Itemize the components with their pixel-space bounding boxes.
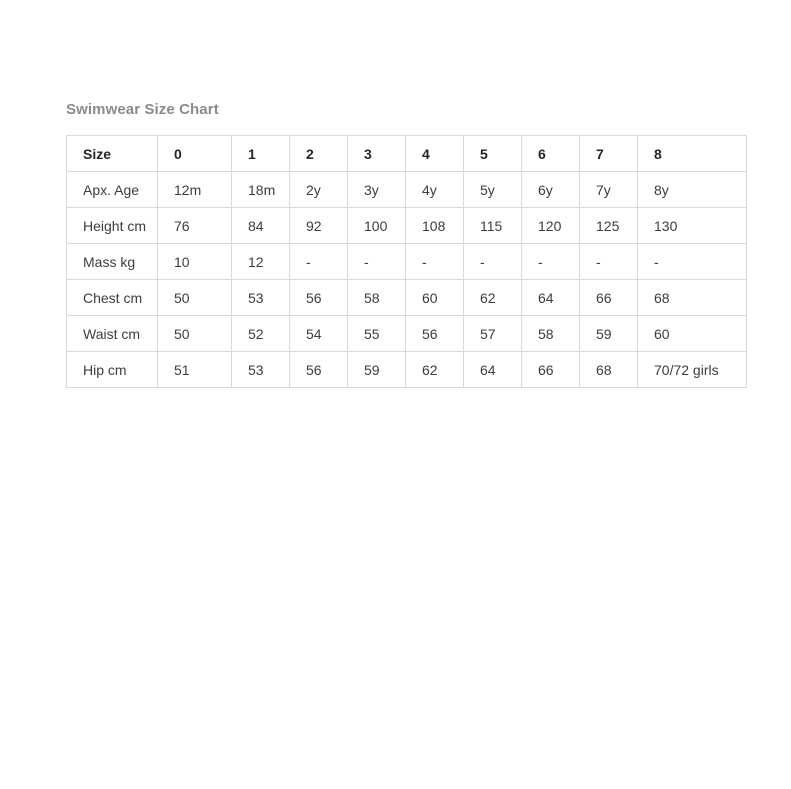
- cell-mass-3: -: [348, 244, 406, 280]
- cell-chest-0: 50: [158, 280, 232, 316]
- row-label-height: Height cm: [67, 208, 158, 244]
- cell-height-3: 100: [348, 208, 406, 244]
- cell-height-2: 92: [290, 208, 348, 244]
- cell-age-8: 8y: [638, 172, 747, 208]
- cell-height-1: 84: [232, 208, 290, 244]
- cell-age-2: 2y: [290, 172, 348, 208]
- column-header-5: 5: [464, 136, 522, 172]
- cell-hip-1: 53: [232, 352, 290, 388]
- cell-hip-2: 56: [290, 352, 348, 388]
- swimwear-size-table: [66, 135, 747, 388]
- cell-height-6: 120: [522, 208, 580, 244]
- cell-chest-6: 64: [522, 280, 580, 316]
- column-header-7: 7: [580, 136, 638, 172]
- table-row-chest: [67, 280, 747, 316]
- cell-hip-4: 62: [406, 352, 464, 388]
- cell-chest-7: 66: [580, 280, 638, 316]
- cell-waist-7: 59: [580, 316, 638, 352]
- cell-hip-6: 66: [522, 352, 580, 388]
- cell-age-6: 6y: [522, 172, 580, 208]
- cell-hip-8: 70/72 girls: [638, 352, 747, 388]
- cell-chest-3: 58: [348, 280, 406, 316]
- cell-waist-4: 56: [406, 316, 464, 352]
- row-label-chest: Chest cm: [67, 280, 158, 316]
- cell-chest-8: 68: [638, 280, 747, 316]
- cell-height-5: 115: [464, 208, 522, 244]
- column-header-0: 0: [158, 136, 232, 172]
- table-row-hip: [67, 352, 747, 388]
- cell-mass-2: -: [290, 244, 348, 280]
- cell-mass-1: 12: [232, 244, 290, 280]
- cell-age-1: 18m: [232, 172, 290, 208]
- cell-age-5: 5y: [464, 172, 522, 208]
- cell-waist-5: 57: [464, 316, 522, 352]
- cell-hip-3: 59: [348, 352, 406, 388]
- cell-age-7: 7y: [580, 172, 638, 208]
- table-header-row: [67, 136, 747, 172]
- cell-age-0: 12m: [158, 172, 232, 208]
- cell-waist-6: 58: [522, 316, 580, 352]
- row-label-age: Apx. Age: [67, 172, 158, 208]
- cell-mass-5: -: [464, 244, 522, 280]
- row-label-waist: Waist cm: [67, 316, 158, 352]
- cell-waist-8: 60: [638, 316, 747, 352]
- table-row-height: [67, 208, 747, 244]
- cell-mass-4: -: [406, 244, 464, 280]
- table-row-age: [67, 172, 747, 208]
- cell-hip-7: 68: [580, 352, 638, 388]
- cell-age-3: 3y: [348, 172, 406, 208]
- row-label-mass: Mass kg: [67, 244, 158, 280]
- column-header-6: 6: [522, 136, 580, 172]
- cell-height-4: 108: [406, 208, 464, 244]
- column-header-3: 3: [348, 136, 406, 172]
- cell-height-8: 130: [638, 208, 747, 244]
- cell-hip-0: 51: [158, 352, 232, 388]
- cell-chest-2: 56: [290, 280, 348, 316]
- cell-height-0: 76: [158, 208, 232, 244]
- cell-height-7: 125: [580, 208, 638, 244]
- cell-mass-6: -: [522, 244, 580, 280]
- column-header-4: 4: [406, 136, 464, 172]
- cell-hip-5: 64: [464, 352, 522, 388]
- row-label-hip: Hip cm: [67, 352, 158, 388]
- cell-mass-7: -: [580, 244, 638, 280]
- cell-age-4: 4y: [406, 172, 464, 208]
- cell-mass-0: 10: [158, 244, 232, 280]
- cell-waist-1: 52: [232, 316, 290, 352]
- cell-chest-5: 62: [464, 280, 522, 316]
- cell-mass-8: -: [638, 244, 747, 280]
- column-header-size: Size: [67, 136, 158, 172]
- column-header-1: 1: [232, 136, 290, 172]
- cell-chest-1: 53: [232, 280, 290, 316]
- size-chart-section: [66, 101, 746, 388]
- size-chart-title: Swimwear Size Chart: [66, 101, 219, 118]
- cell-waist-3: 55: [348, 316, 406, 352]
- column-header-2: 2: [290, 136, 348, 172]
- column-header-8: 8: [638, 136, 747, 172]
- cell-waist-2: 54: [290, 316, 348, 352]
- cell-chest-4: 60: [406, 280, 464, 316]
- table-row-mass: [67, 244, 747, 280]
- cell-waist-0: 50: [158, 316, 232, 352]
- table-row-waist: [67, 316, 747, 352]
